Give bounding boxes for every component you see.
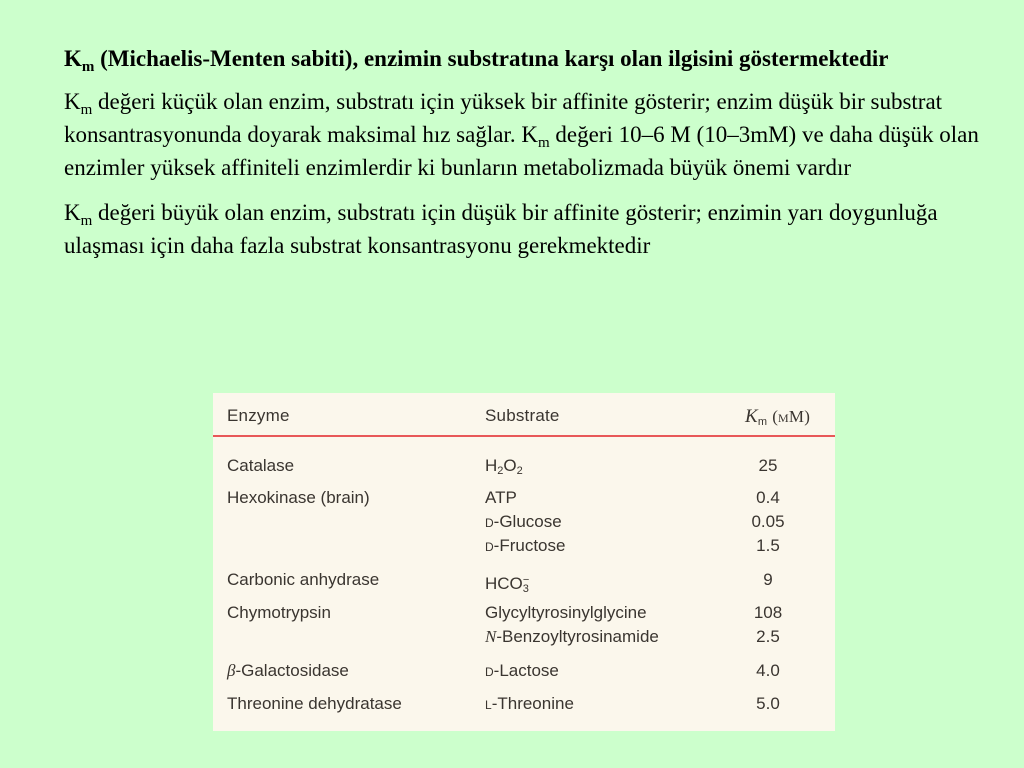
substrate-name: -Fructose	[493, 536, 566, 555]
substrate-cell: Glycyltyrosinylglycine	[485, 603, 647, 622]
table-header	[213, 393, 835, 437]
km-symbol: K	[64, 89, 81, 114]
substrate-cell	[485, 568, 529, 601]
substrate-cell	[485, 692, 574, 717]
enzyme-cell: Chymotrypsin	[227, 603, 331, 622]
enzyme-cell: Threonine dehydratase	[227, 694, 402, 713]
table-row	[213, 486, 835, 510]
km-symbol: K	[64, 46, 82, 71]
km-cell: 108	[753, 603, 783, 622]
small-km-text-b: değeri 10–6 M (10–3mM) ve daha düşük olan enzimler yüksek affiniteli enzimlerdir ki bunların metabolizmada büyük önemi vardır	[64, 122, 979, 180]
stereo-prefix: D	[485, 516, 494, 530]
italic-prefix: N	[485, 627, 497, 646]
km-values-table	[213, 393, 835, 731]
enzyme-cell: Hexokinase (brain)	[227, 488, 370, 507]
formula-subscript: 3	[522, 583, 529, 595]
formula-part: O	[503, 456, 517, 475]
substrate-cell	[485, 625, 659, 649]
enzyme-cell: Catalase	[227, 456, 295, 475]
stereo-prefix: L	[485, 698, 492, 712]
header-km	[745, 406, 810, 428]
km-cell: 1.5	[756, 536, 780, 555]
header-enzyme: Enzyme	[227, 406, 290, 425]
table-row	[213, 510, 835, 534]
km-cell: 0.4	[756, 488, 780, 507]
substrate-cell	[485, 510, 562, 535]
km-symbol: K	[521, 122, 538, 147]
substrate-name: -Lactose	[493, 661, 559, 680]
formula-superscript: −	[522, 574, 530, 586]
km-cell: 0.05	[751, 512, 785, 531]
km-cell: 2.5	[756, 627, 780, 646]
substrate-cell	[485, 659, 559, 684]
table-row	[213, 568, 835, 595]
formula-part: H	[485, 456, 498, 475]
header-km-symbol: K	[745, 406, 758, 427]
enzyme-cell	[227, 659, 349, 683]
substrate-name: -Threonine	[491, 694, 574, 713]
substrate-cell	[485, 534, 565, 559]
substrate-cell: ATP	[485, 488, 517, 507]
small-km-paragraph	[64, 85, 999, 184]
table-row	[213, 692, 835, 716]
table-row	[213, 659, 835, 683]
slide-text-block	[64, 42, 999, 274]
small-km-text-a: değeri küçük olan enzim, substratı için yüksek bir affinite gösterir; enzim düşük bir substrat konsantrasyonunda doyarak maksimal hız sağlar.	[64, 89, 943, 147]
km-subscript: m	[80, 213, 93, 229]
formula-subscript: 2	[497, 465, 504, 477]
formula-part: HCO	[485, 574, 523, 593]
km-subscript: m	[80, 102, 93, 118]
formula-subscript: 2	[516, 465, 523, 477]
substrate-cell	[485, 454, 523, 483]
km-cell: 9	[763, 570, 773, 589]
km-cell: 25	[758, 456, 778, 475]
table-row	[213, 625, 835, 649]
stereo-prefix: D	[485, 665, 494, 679]
table-row	[213, 454, 835, 478]
header-km-unit: (mM)	[772, 407, 811, 426]
table-row	[213, 601, 835, 625]
greek-prefix: β	[227, 661, 236, 680]
table-row	[213, 534, 835, 558]
large-km-text: değeri büyük olan enzim, substratı için düşük bir affinite gösterir; enzimin yarı doygunluğa ulaşması için daha fazla substrat konsantrasyonu gerekmektedir	[64, 200, 938, 258]
stereo-prefix: D	[485, 540, 494, 554]
km-subscript: m	[537, 135, 550, 151]
km-symbol: K	[64, 200, 81, 225]
substrate-name: -Glucose	[493, 512, 562, 531]
header-km-subscript: m	[757, 416, 768, 428]
substrate-name: -Benzoyltyrosinamide	[496, 627, 659, 646]
km-cell: 4.0	[756, 661, 780, 680]
km-cell: 5.0	[756, 694, 780, 713]
large-km-paragraph	[64, 196, 999, 262]
enzyme-name: -Galactosidase	[235, 661, 349, 680]
km-subscript: m	[81, 59, 95, 75]
header-substrate: Substrate	[485, 406, 560, 425]
enzyme-cell: Carbonic anhydrase	[227, 570, 380, 589]
heading-paragraph	[64, 42, 999, 75]
heading-text: (Michaelis-Menten sabiti), enzimin substratına karşı olan ilgisini göstermektedir	[94, 46, 889, 71]
